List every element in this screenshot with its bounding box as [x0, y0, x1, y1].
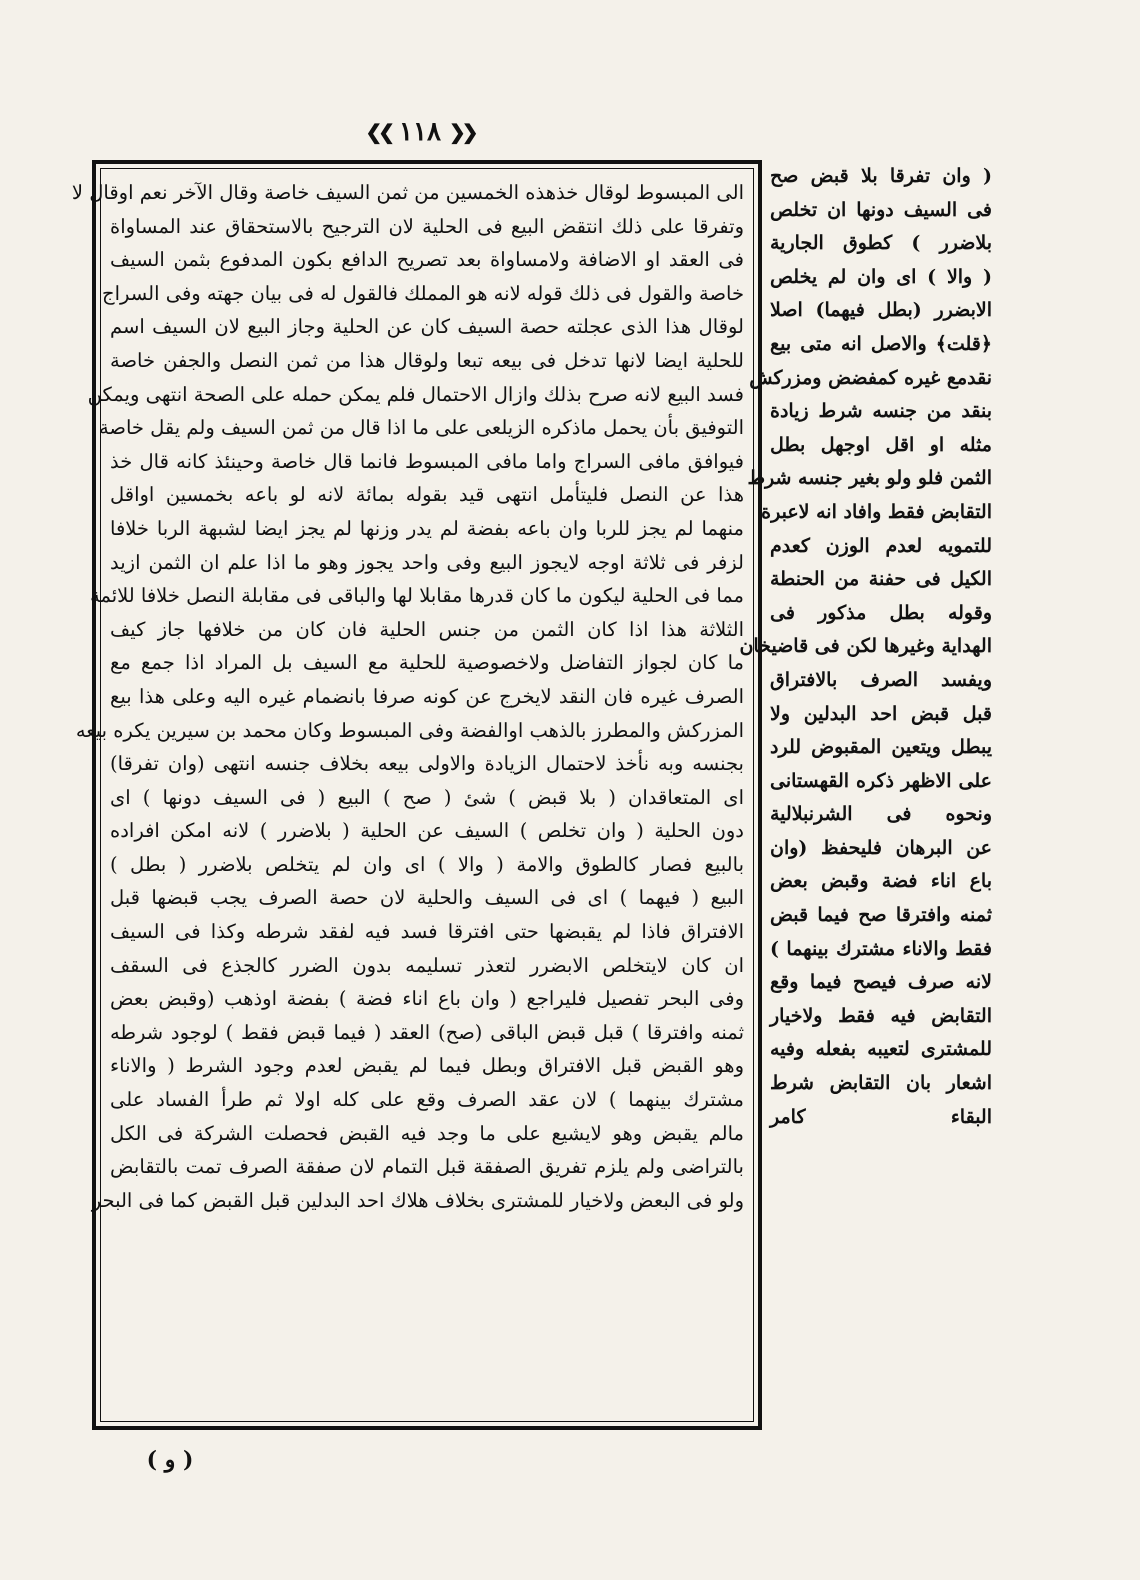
main-text-line: منهما لم يجز للربا وان باعه بفضة لم يدر وزنها لم يجز ايضا لشبهة الربا خلافا — [110, 516, 744, 540]
marginal-text-line: للمشترى لتعيبه بفعله وفيه — [770, 1038, 992, 1061]
marginal-text-line: يبطل ويتعين المقبوض للرد — [770, 736, 992, 759]
marginal-text-line: البقاء كامر — [770, 1105, 992, 1128]
marginal-text-line: ( والا ) اى وان لم يخلص — [770, 265, 992, 288]
marginal-text-line: فى السيف دونها ان تخلص — [770, 198, 992, 221]
marginal-text-line: مثله او اقل اوجهل بطل — [770, 433, 992, 456]
page-number-text: ١١٨ — [399, 117, 441, 147]
main-text-line: الافتراق فاذا لم يقبضها حتى افترقا فسد فيه لفقد شرطه وكذا فى السيف — [110, 920, 744, 944]
marginal-text-line: على الاظهر ذكره القهستانى — [770, 769, 992, 792]
marginal-text-line: ويفسد الصرف بالافتراق — [770, 668, 992, 691]
marginal-text-line: الهداية وغيرها لكن فى قاضيخان — [739, 635, 992, 658]
main-text-line: ثمنه وافترقا ) قبل قبض الباقى (صح) العقد ( فيما قبض فقط ) لوجود شرطه — [110, 1020, 744, 1044]
left-ornament-icon: ❮❮ — [365, 120, 392, 144]
main-text-line: اى المتعاقدان ( بلا قبض ) شئ ( صح ) البيع ( فى السيف دونها ) اى — [110, 785, 744, 809]
main-text-line: الى المبسوط لوقال خذهذه الخمسين من ثمن السيف خاصة وقال الآخر نعم اوقال لا — [71, 181, 744, 204]
main-text-line: الصرف غيره فان النقد لايخرج عن كونه صرفا بانضمام غيره اليه وعلى هذا بيع — [110, 684, 744, 708]
marginal-text-line: نقدمع غيره كمفضض ومزركش — [749, 366, 992, 389]
main-text-line: مشترك بينهما ) لان عقد الصرف وقع على كله اولا ثم طرأ الفساد على — [110, 1088, 744, 1112]
marginal-text-line: قبل قبض احد البدلين ولا — [770, 702, 992, 725]
main-text-line: الثلاثة هذا اذا كان الثمن من جنس الحلية فان كان من خلافها جاز كيف — [110, 617, 744, 641]
marginal-text-line: للتمويه لعدم الوزن كعدم — [770, 534, 992, 557]
marginal-text-line: التقابض فيه فقط ولاخيار — [770, 1004, 992, 1027]
main-text-line: لزفر فى ثلاثة اوجه لايجوز البيع وفى واحد يجوز وهو ما اذا علم ان الثمن ازيد — [110, 550, 744, 574]
marginal-text-line: عن البرهان فليحفظ (وان — [770, 836, 992, 859]
main-text-line: بالبيع فصار كالطوق والامة ( والا ) اى وان لم يتخلص بلاضرر ( بطل ) — [110, 852, 744, 876]
main-text-line: مما فى الحلية ليكون ما كان قدرها مقابلا لها والباقى فى مقابلة النصل خلافا للائمة — [89, 584, 744, 608]
marginal-text-line: فقط والاناء مشترك بينهما ) — [770, 937, 992, 960]
main-text-line: دون الحلية ( وان تخلص ) السيف عن الحلية ( بلاضرر ) لانه امكن افراده — [110, 819, 744, 843]
marginal-text-line: ( وان تفرقا بلا قبض صح — [770, 165, 992, 187]
marginal-text-line: الثمن فلو ولو بغير جنسه شرط — [747, 467, 992, 490]
main-text-frame — [71, 160, 762, 1430]
main-text-line: لوقال هذا الذى عجلته حصة السيف كان عن الحلية وجاز البيع لان السيف اسم — [110, 315, 744, 339]
main-text-line: فى العقد او الاضافة ولامساواة بعد تصريح الدافع بكون المدفوع بثمن السيف — [110, 248, 744, 272]
main-text-line: خاصة والقول فى ذلك قوله لانه هو المملك فالقول له فى بيان جهته وفى السراج — [102, 281, 744, 305]
right-ornament-icon: ❯❯ — [448, 120, 475, 144]
marginal-text-line: لانه صرف فيصح فيما وقع — [770, 971, 992, 994]
main-text-line: وفى البحر تفصيل فليراجع ( وان باع اناء فضة ) بفضة اوذهب (وقبض بعض — [110, 987, 744, 1011]
signature-mark: ( و ) — [146, 1447, 194, 1473]
main-text-line: البيع ( فيهما ) اى فى السيف والحلية لان حصة الصرف يجب قبضها قبل — [110, 886, 744, 910]
marginal-text-line: الكيل فى حفنة من الحنطة — [770, 568, 992, 591]
main-text-block — [71, 176, 744, 1418]
main-text-line: ما كان لجواز التفاضل ولاخصوصية للحلية مع السيف بل المراد اذا جمع مع — [110, 651, 744, 675]
page-number — [345, 112, 495, 152]
main-text-line: وهو القبض قبل الافتراق وبطل فيما لم يقبض لعدم وجود الشرط ( والاناء — [110, 1054, 744, 1078]
main-text-line: هذا عن النصل فليتأمل انتهى قيد بقوله بمائة لانه لو باعه بخمسين اواقل — [110, 483, 744, 507]
main-text-line: التوفيق بأن يحمل ماذكره الزيلعى على ما اذا قال من ثمن السيف ولم يقل خاصة — [98, 416, 744, 440]
main-text-line: بجنسه وبه نأخذ لاحتمال الزيادة والاولى بيعه بخلاف جنسه انتهى (وان تفرقا) — [110, 752, 744, 776]
main-text-line: للحلية ايضا لانها تدخل فى بيعه تبعا ولوقال هذا من ثمن النصل والجفن خاصة — [110, 348, 744, 372]
marginal-text-line: ثمنه وافترقا صح فيما قبض — [770, 904, 992, 927]
marginal-text-line: اشعار بان التقابض شرط — [770, 1072, 992, 1095]
main-text-line: بالتراضى ولم يلزم تفريق الصفقة قبل التمام لان صفقة الصرف تمت بالتقابض — [110, 1155, 744, 1179]
main-text-line: ان كان لايتخلص الابضرر لتعذر تسليمه بدون الضرر كالجذع فى السقف — [110, 953, 744, 977]
marginal-text-line: بلاضرر ) كطوق الجارية — [770, 232, 992, 255]
main-text-line: فيوافق مافى السراج واما مافى المبسوط فانما قال خاصة وحينئذ كانه قال خذ — [110, 449, 744, 473]
marginal-text-line: الابضرر (بطل فيهما) اصلا — [770, 299, 992, 322]
marginal-text-line: بنقد من جنسه شرط زيادة — [770, 400, 992, 423]
main-text-line: المزركش والمطرز بالذهب اوالفضة وفى المبسوط وكان محمد بن سيرين يكره بيعه — [75, 718, 744, 742]
main-text-line: فسد البيع لانه صرح بذلك وازال الاحتمال فلم يمكن حمله على الصحة انتهى ويمكن — [87, 382, 744, 406]
main-text-line: وتفرقا على ذلك انتقض البيع فى الحلية لان الترجيح بالاستحقاق عند المساواة — [110, 214, 744, 238]
marginal-text-line: ﴿قلت﴾ والاصل انه متى بيع — [770, 332, 992, 355]
marginal-text-line: باع اناء فضة وقبض بعض — [770, 870, 992, 893]
marginal-text-column — [739, 160, 992, 1330]
main-text-line: مالم يقبض وهو لايشيع على ما وجد فيه القبض فحصلت الشركة فى الكل — [110, 1121, 744, 1145]
marginal-text-line: وقوله بطل مذكور فى — [770, 601, 992, 624]
main-text-line: ولو فى البعض ولاخيار للمشترى بخلاف هلاك احد البدلين قبل القبض كما فى البحر — [91, 1188, 744, 1212]
marginal-text-line: ونحوه فى الشرنبلالية — [770, 803, 992, 826]
marginal-text-line: التقابض فقط وافاد انه لاعبرة — [761, 500, 992, 523]
